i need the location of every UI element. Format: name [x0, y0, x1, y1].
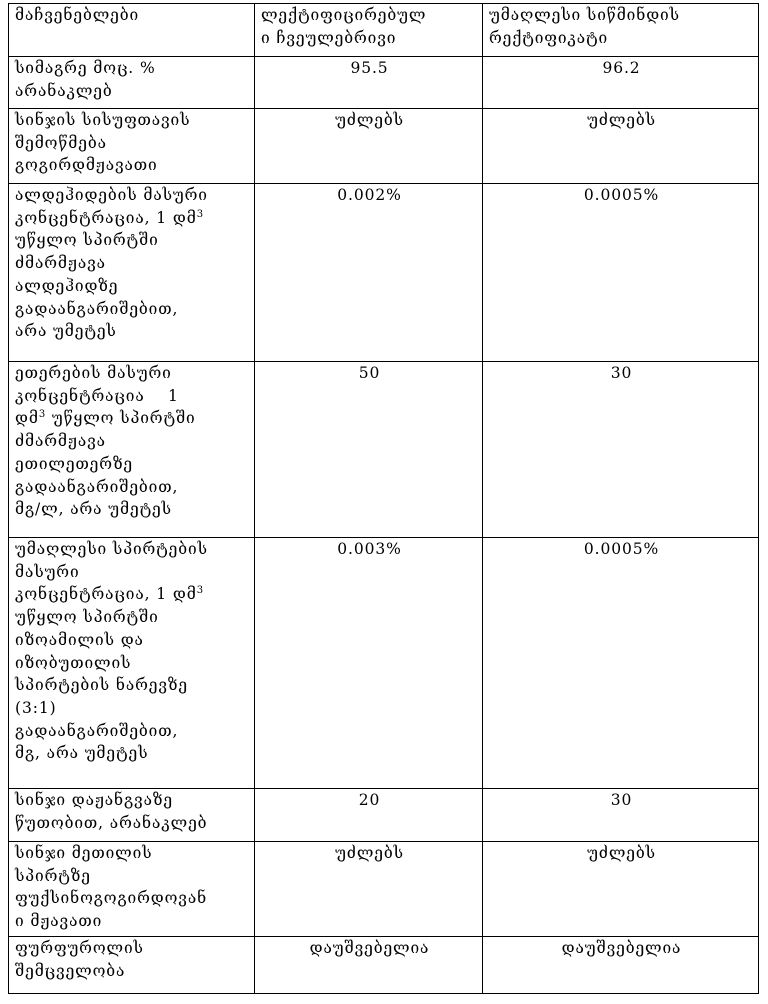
- row-value-highest: 0.0005%: [483, 184, 759, 362]
- row-value-highest: უძლებს: [483, 109, 759, 184]
- row-label: სინჯი დაჟანგვაზე წუთობით, არანაკლებ: [9, 789, 255, 842]
- table-row: [9, 937, 759, 994]
- table-row: [9, 538, 759, 789]
- row-label: ფურფუროლის შემცველობა: [9, 937, 255, 994]
- table-row: [9, 184, 759, 362]
- row-value-highest: დაუშვებელია: [483, 937, 759, 994]
- row-value-highest: 30: [483, 362, 759, 538]
- table-row: [9, 362, 759, 538]
- table-row: [9, 789, 759, 842]
- table-header-row: [9, 4, 759, 57]
- row-value-ordinary: 0.003%: [255, 538, 483, 789]
- superscript-three: 3: [38, 409, 47, 421]
- superscript-three: 3: [196, 208, 204, 220]
- row-label: ეთერების მასური კონცენტრაცია 1 დმ$^3$ უწყლო სპირტში ძმარმჟავა ეთილეთერზე გადაანგარიშებით, მგ/ლ, არა უმეტეს: [9, 362, 255, 538]
- row-label: უმაღლესი სპირტების მასური კონცენტრაცია, 1 დმ$^3$ უწყლო სპირტში იზოამილის და იზობუთილის სპირტების ნარევზე (3:1) გადაანგარიშებით, მგ, არა უმეტეს: [9, 538, 255, 789]
- header-highest-purity-rectificate: უმაღლესი სიწმინდის რექტიფიკატი: [483, 4, 759, 57]
- spirit-spec-table: [8, 3, 759, 994]
- row-value-ordinary: დაუშვებელია: [255, 937, 483, 994]
- row-label: სიმაგრე მოც. % არანაკლებ: [9, 57, 255, 109]
- table-row: [9, 57, 759, 109]
- row-value-ordinary: 95.5: [255, 57, 483, 109]
- header-rectified-ordinary: ლექტიფიცირებულ ი ჩვეულებრივი: [255, 4, 483, 57]
- row-value-ordinary: უძლებს: [255, 842, 483, 937]
- row-label: სინჯი მეთილის სპირტზე ფუქსინოგოგირდოვან ი მჟავათი: [9, 842, 255, 937]
- row-value-ordinary: 50: [255, 362, 483, 538]
- row-value-ordinary: უძლებს: [255, 109, 483, 184]
- row-value-highest: 30: [483, 789, 759, 842]
- row-label: სინჯის სისუფთავის შემოწმება გოგირდმჟავათი: [9, 109, 255, 184]
- table-row: [9, 109, 759, 184]
- row-value-highest: უძლებს: [483, 842, 759, 937]
- superscript-three: 3: [196, 585, 204, 597]
- row-label: ალდეჰიდების მასური კონცენტრაცია, 1 დმ$^3$ უწყლო სპირტში ძმარმჟავა ალდეჰიდზე გადაანგარიშებით, არა უმეტეს: [9, 184, 255, 362]
- header-indicators: მაჩვენებლები: [9, 4, 255, 57]
- row-value-highest: 0.0005%: [483, 538, 759, 789]
- row-value-ordinary: 20: [255, 789, 483, 842]
- row-value-highest: 96.2: [483, 57, 759, 109]
- row-value-ordinary: 0.002%: [255, 184, 483, 362]
- table-row: [9, 842, 759, 937]
